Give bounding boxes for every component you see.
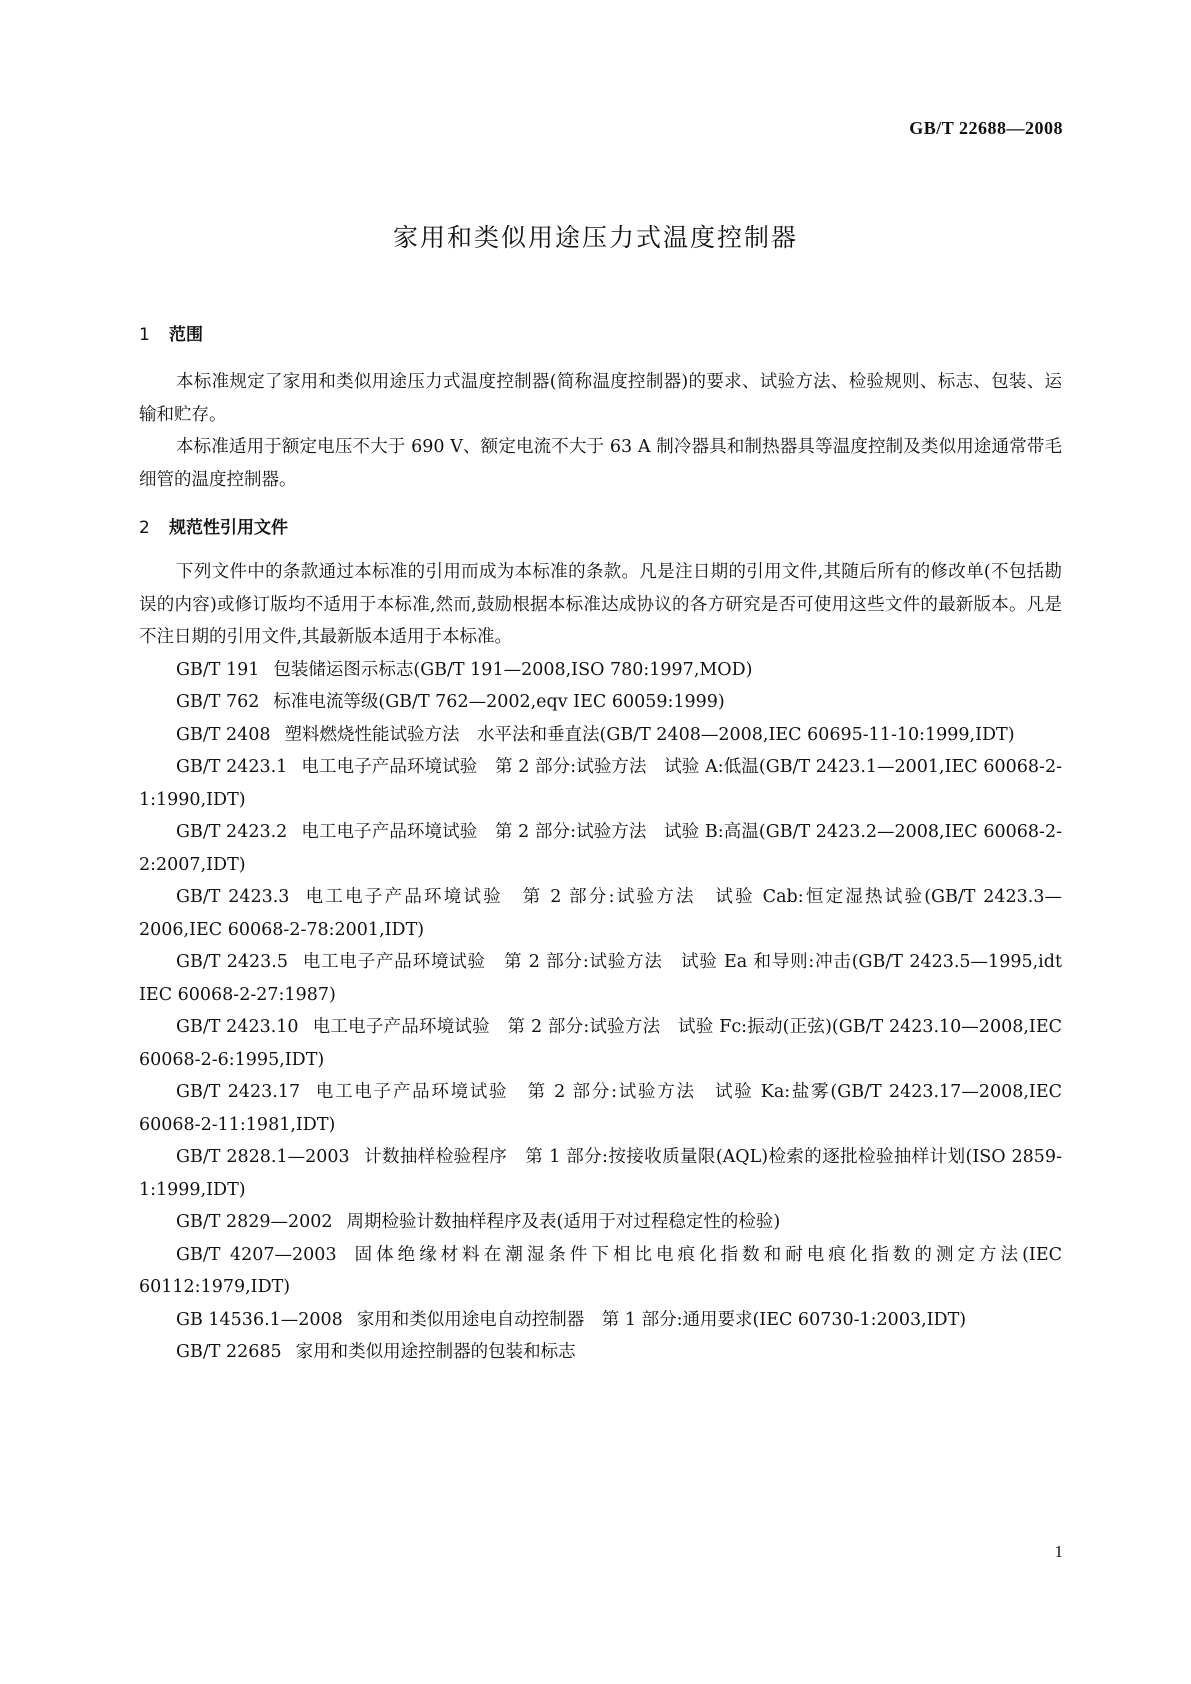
section-number: 1: [139, 325, 150, 345]
reference-item: [139, 1141, 1062, 1206]
reference-title: 家用和类似用途控制器的包装和标志: [295, 1342, 576, 1362]
reference-title: 电工电子产品环境试验 第 2 部分:试验方法 试验 Ea 和导则:冲击(GB/T 2423.5—1995,idt IEC 60068-2-27:1987): [139, 952, 1062, 1005]
reference-title: 标准电流等级(GB/T 762—2002,eqv IEC 60059:1999): [273, 692, 725, 712]
reference-code: GB/T 2829—2002: [176, 1212, 333, 1232]
reference-code: GB/T 762: [176, 692, 260, 712]
reference-title: 塑料燃烧性能试验方法 水平法和垂直法(GB/T 2408—2008,IEC 60695-11-10:1999,IDT): [284, 724, 1015, 745]
reference-item: [139, 654, 1062, 687]
reference-code: GB/T 2423.1: [176, 757, 288, 777]
page-number: 1: [1054, 1542, 1063, 1561]
reference-item: [139, 1076, 1062, 1141]
reference-item: [139, 1304, 1062, 1337]
paragraph: 本标准适用于额定电压不大于 690 V、额定电流不大于 63 A 制冷器具和制热器具等温度控制及类似用途通常带毛细管的温度控制器。: [139, 437, 1062, 490]
section-number: 2: [139, 518, 150, 538]
reference-title: 计数抽样检验程序 第 1 部分:按接收质量限(AQL)检索的逐批检验抽样计划(ISO 2859-1:1999,IDT): [139, 1147, 1062, 1200]
reference-code: GB/T 2423.2: [176, 822, 288, 842]
reference-item: [139, 816, 1062, 881]
reference-item: [139, 1336, 1062, 1369]
reference-title: 家用和类似用途电自动控制器 第 1 部分:通用要求(IEC 60730-1:2003,IDT): [356, 1309, 967, 1330]
reference-item: [139, 1206, 1062, 1239]
reference-item: [139, 1011, 1062, 1076]
reference-code: GB 14536.1—2008: [176, 1309, 343, 1330]
section-title: 规范性引用文件: [169, 518, 288, 538]
reference-title: 电工电子产品环境试验 第 2 部分:试验方法 试验 Fc:振动(正弦)(GB/T 2423.10—2008,IEC 60068-2-6:1995,IDT): [139, 1017, 1062, 1070]
reference-code: GB/T 22685: [176, 1342, 282, 1362]
section-heading-scope: [139, 320, 203, 345]
reference-title: 固体绝缘材料在潮湿条件下相比电痕化指数和耐电痕化指数的测定方法(IEC 60112:1979,IDT): [139, 1244, 1062, 1297]
references-body: [139, 556, 1062, 1369]
reference-title: 电工电子产品环境试验 第 2 部分:试验方法 试验 Cab:恒定湿热试验(GB/T 2423.3—2006,IEC 60068-2-78:2001,IDT): [139, 887, 1062, 940]
reference-title: 电工电子产品环境试验 第 2 部分:试验方法 试验 B:高温(GB/T 2423.2—2008,IEC 60068-2-2:2007,IDT): [139, 822, 1062, 875]
reference-code: GB/T 2828.1—2003: [176, 1147, 350, 1167]
reference-item: [139, 1239, 1062, 1304]
reference-code: GB/T 2423.5: [176, 952, 289, 972]
reference-title: 周期检验计数抽样程序及表(适用于对过程稳定性的检验): [346, 1212, 781, 1232]
standard-code: GB/T 22688—2008: [909, 118, 1063, 138]
reference-code: GB/T 2423.17: [176, 1082, 301, 1102]
reference-title: 电工电子产品环境试验 第 2 部分:试验方法 试验 A:低温(GB/T 2423.1—2001,IEC 60068-2-1:1990,IDT): [139, 757, 1062, 810]
reference-item: [139, 719, 1062, 752]
reference-title: 电工电子产品环境试验 第 2 部分:试验方法 试验 Ka:盐雾(GB/T 2423.17—2008,IEC 60068-2-11:1981,IDT): [139, 1082, 1062, 1135]
reference-item: [139, 751, 1062, 816]
reference-code: GB/T 4207—2003: [176, 1244, 337, 1265]
scope-body: [139, 366, 1062, 496]
document-title: 家用和类似用途压力式温度控制器: [392, 223, 798, 252]
section-heading-normative-references: [139, 513, 288, 538]
reference-item: [139, 946, 1062, 1011]
paragraph: 下列文件中的条款通过本标准的引用而成为本标准的条款。凡是注日期的引用文件,其随后所有的修改单(不包括勘误的内容)或修订版均不适用于本标准,然而,鼓励根据本标准达成协议的各方研究是否可使用这些文件的最新版本。凡是不注日期的引用文件,其最新版本适用于本标准。: [139, 562, 1062, 647]
reference-code: GB/T 2423.3: [176, 887, 290, 907]
reference-code: GB/T 2423.10: [176, 1017, 299, 1037]
reference-code: GB/T 191: [176, 659, 260, 680]
reference-item: [139, 686, 1062, 719]
reference-code: GB/T 2408: [176, 724, 271, 745]
reference-title: 包装储运图示标志(GB/T 191—2008,ISO 780:1997,MOD): [273, 659, 753, 680]
section-title: 范围: [169, 325, 203, 345]
reference-item: [139, 881, 1062, 946]
paragraph: 本标准规定了家用和类似用途压力式温度控制器(简称温度控制器)的要求、试验方法、检验规则、标志、包装、运输和贮存。: [139, 372, 1062, 425]
